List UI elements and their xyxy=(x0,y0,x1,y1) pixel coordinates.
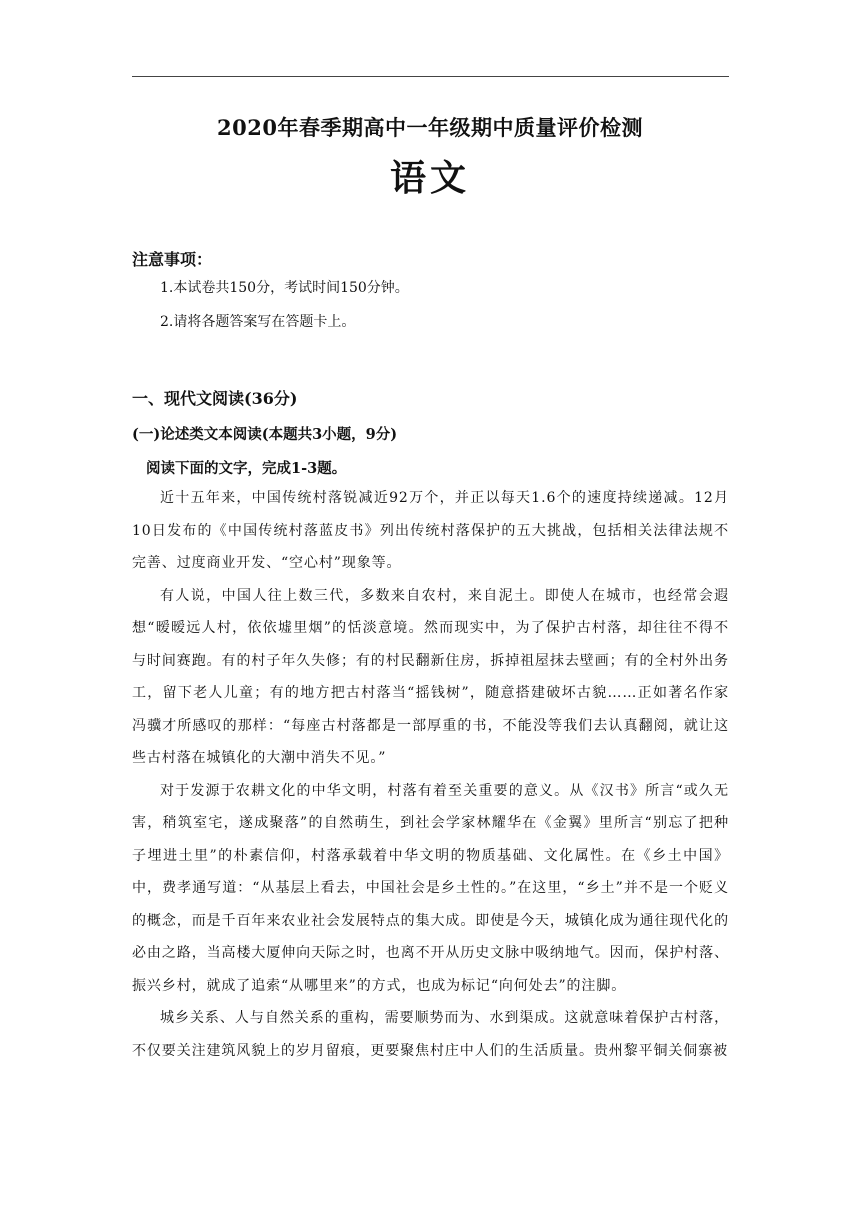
note-item-1: 1.本试卷共150分，考试时间150分钟。 xyxy=(160,280,409,296)
reading-passage xyxy=(132,482,729,1067)
section-heading: 一、现代文阅读(36分) xyxy=(132,389,298,408)
passage-paragraph-3: 对于发源于农耕文化的中华文明，村落有着至关重要的意义。从《汉书》所言“或久无害，稍筑室宅，遂成聚落”的自然萌生，到社会学家林耀华在《金翼》里所言“别忘了把种子埋进土里”的朴素信仰，村落承载着中华文明的物质基础、文化属性。在《乡土中国》中，费孝通写道：“从基层上看去，中国社会是乡土性的。”在这里，“乡土”并不是一个贬义的概念，而是千百年来农业社会发展特点的集大成。即使是今天，城镇化成为通往现代化的必由之路，当高楼大厦伸向天际之时，也离不开从历史文脉中吸纳地气。因而，保护村落、振兴乡村，就成了追索“从哪里来”的方式，也成为标记“向何处去”的注脚。 xyxy=(132,782,729,994)
subject-title: 语文 xyxy=(389,157,470,199)
reading-instruction: 阅读下面的文字，完成1-3题。 xyxy=(146,460,347,477)
note-item-2: 2.请将各题答案写在答题卡上。 xyxy=(160,314,356,330)
exam-title: 2020年春季期高中一年级期中质量评价检测 xyxy=(217,115,643,140)
passage-paragraph-1: 近十五年来，中国传统村落锐减近92万个，并正以每天1.6个的速度持续递减。12月10日发布的《中国传统村落蓝皮书》列出传统村落保护的五大挑战，包括相关法律法规不完善、过度商业开发、“空心村”现象等。 xyxy=(132,490,729,571)
passage-paragraph-4: 城乡关系、人与自然关系的重构，需要顺势而为、水到渠成。这就意味着保护古村落，不仅要关注建筑风貌上的岁月留痕，更要聚焦村庄中人们的生活质量。贵州黎平铜关侗寨被 xyxy=(132,1010,729,1059)
notes-heading: 注意事项： xyxy=(132,250,213,269)
header-rule xyxy=(132,76,729,77)
passage-paragraph-2: 有人说，中国人往上数三代，多数来自农村，来自泥土。即使人在城市，也经常会遐想“暧暧远人村，依依墟里烟”的恬淡意境。然而现实中，为了保护古村落，却往往不得不与时间赛跑。有的村子年久失修；有的村民翻新住房，拆掉祖屋抹去壁画；有的全村外出务工，留下老人儿童；有的地方把古村落当“摇钱树”，随意搭建破坏古貌……正如著名作家冯骥才所感叹的那样：“每座古村落都是一部厚重的书，不能没等我们去认真翻阅，就让这些古村落在城镇化的大潮中消失不见。” xyxy=(132,587,729,766)
subsection-heading: (一)论述类文本阅读(本题共3小题，9分) xyxy=(132,426,398,443)
